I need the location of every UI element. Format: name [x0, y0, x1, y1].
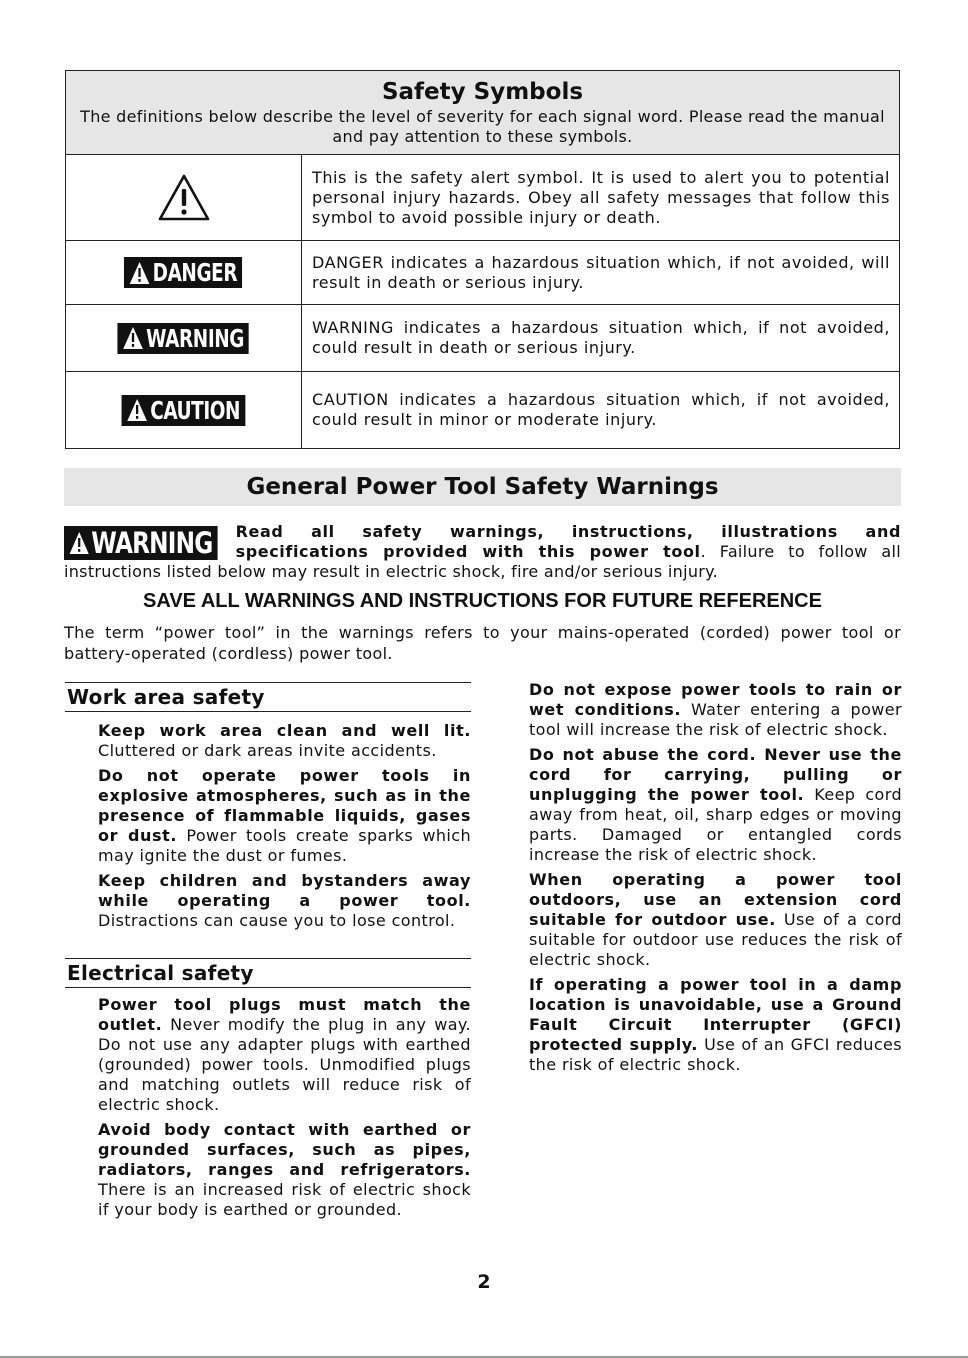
safety-item: When operating a power tool outdoors, use an extension cord suitable for outdoor use. Use of a cord suitable for outdoor use reduces the risk of electric shock.: [529, 870, 902, 969]
safety-symbols-table: [65, 70, 900, 449]
symbol-description: DANGER indicates a hazardous situation which, if not avoided, will result in death or serious injury.: [312, 252, 890, 292]
safety-item: Do not abuse the cord. Never use the cord for carrying, pulling or unplugging the power tool. Keep cord away from heat, oil, sharp edges or moving parts. Damaged or entangled cords increase the risk of electric shock.: [529, 745, 902, 864]
alert-triangle-icon: [129, 261, 150, 285]
caution-signal-word: CAUTION: [122, 395, 245, 426]
symbol-row-danger: [66, 241, 899, 305]
safety-alert-icon: [157, 173, 211, 223]
electrical-safety-heading: Electrical safety: [65, 958, 471, 988]
alert-triangle-icon: [69, 531, 90, 555]
symbol-row-caution: [66, 372, 899, 448]
warning-badge: WARNING: [64, 526, 217, 560]
safety-item: Avoid body contact with earthed or grounded surfaces, such as pipes, radiators, ranges and refrigerators. There is an increased risk of electric shock if your body is earthed or grounded.: [98, 1120, 471, 1219]
save-instructions-heading: SAVE ALL WARNINGS AND INSTRUCTIONS FOR FUTURE REFERENCE: [143, 590, 822, 612]
right-column: [529, 680, 902, 1080]
safety-item: Keep children and bystanders away while operating a power tool. Distractions can cause you to lose control.: [98, 871, 471, 930]
alert-triangle-icon: [123, 326, 144, 350]
general-warning-intro: [64, 522, 901, 582]
work-area-safety-heading: Work area safety: [65, 682, 471, 712]
general-warnings-title: General Power Tool Safety Warnings: [64, 468, 901, 506]
symbol-row-alert: [66, 155, 899, 241]
intro-bold-text: Read all safety warnings, instructions, illustrations and specifications provided with this power tool: [235, 522, 901, 561]
symbol-row-warning: [66, 305, 899, 372]
intro-text: . Failure to follow all instructions listed below may result in electric shock, fire and/or serious injury.: [64, 542, 902, 581]
symbol-description: WARNING indicates a hazardous situation which, if not avoided, could result in death or serious injury.: [312, 318, 890, 357]
left-column: [65, 682, 471, 1220]
page-number: 2: [477, 1271, 491, 1293]
safety-item: Do not expose power tools to rain or wet conditions. Water entering a power tool will increase the risk of electric shock.: [529, 680, 902, 739]
safety-symbols-title: Safety Symbols: [381, 79, 584, 105]
symbol-description: This is the safety alert symbol. It is used to alert you to potential personal injury hazards. Obey all safety messages that follow this symbol to avoid possible injury or death.: [312, 167, 890, 227]
alert-triangle-icon: [127, 398, 148, 422]
symbol-description: CAUTION indicates a hazardous situation which, if not avoided, could result in minor or moderate injury.: [312, 390, 890, 429]
safety-item: If operating a power tool in a damp location is unavoidable, use a Ground Fault Circuit Interrupter (GFCI) protected supply. Use of an GFCI reduces the risk of electric shock.: [529, 975, 902, 1074]
power-tool-term-definition: The term “power tool” in the warnings refers to your mains-operated (corded) power tool or battery-operated (cordless) power tool.: [64, 623, 901, 663]
danger-signal-word: DANGER: [124, 257, 242, 288]
safety-item: Keep work area clean and well lit. Cluttered or dark areas invite accidents.: [98, 721, 471, 760]
safety-item: Do not operate power tools in explosive atmospheres, such as in the presence of flammable liquids, gases or dust. Power tools create sparks which may ignite the dust or fumes.: [98, 766, 471, 865]
safety-symbols-header: [66, 71, 899, 155]
safety-item: Power tool plugs must match the outlet. Never modify the plug in any way. Do not use any adapter plugs with earthed (grounded) power tools. Unmodified plugs and matching outlets will reduce risk of electric shock.: [98, 995, 471, 1114]
safety-symbols-subtitle: The definitions below describe the level of severity for each signal word. Please read the manual and pay attention to these symbols.: [80, 107, 885, 146]
warning-signal-word: WARNING: [118, 323, 250, 354]
